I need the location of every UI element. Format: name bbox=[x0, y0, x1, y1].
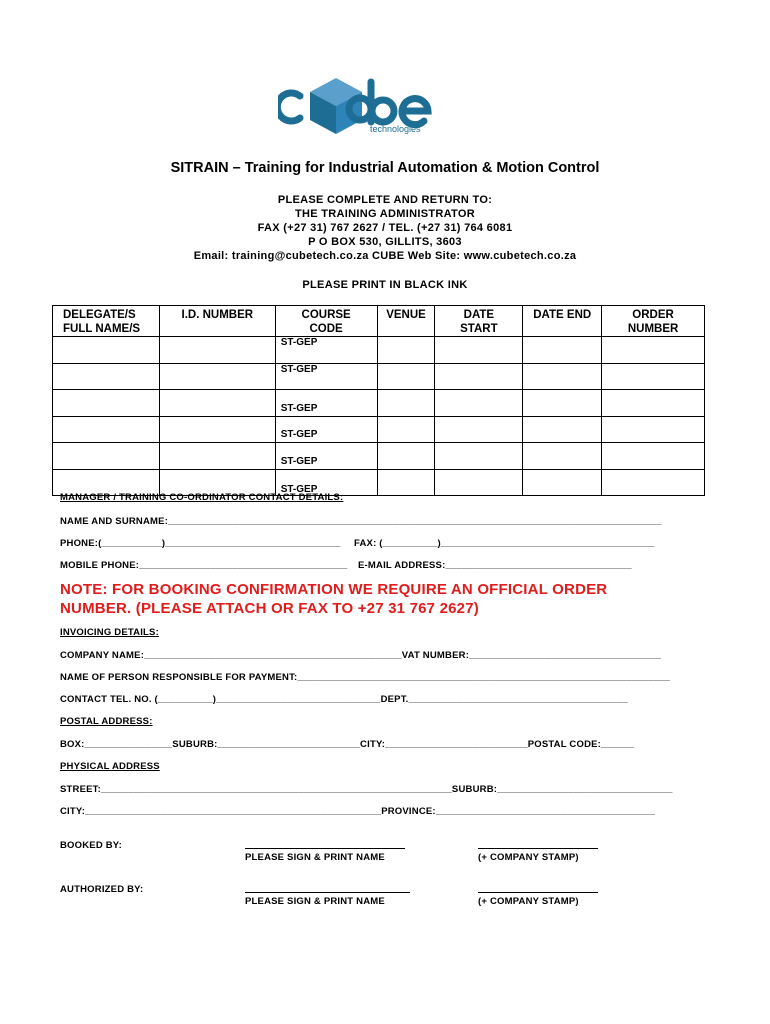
manager-heading: MANAGER / TRAINING CO-ORDINATOR CONTACT DETAILS: bbox=[60, 492, 344, 503]
authorized-by-stamp-line[interactable] bbox=[478, 892, 598, 893]
manager-mobile-field[interactable]: MOBILE PHONE:______________________________________ bbox=[60, 560, 348, 571]
table-row bbox=[53, 416, 705, 443]
booked-by-stamp-caption: (+ COMPANY STAMP) bbox=[478, 852, 579, 863]
col-course-code: COURSE CODE bbox=[275, 306, 377, 337]
booked-by-label: BOOKED BY: bbox=[60, 840, 122, 851]
delegate-table bbox=[52, 305, 705, 496]
return-line-2: THE TRAINING ADMINISTRATOR bbox=[295, 208, 475, 220]
col-id-number: I.D. NUMBER bbox=[159, 306, 275, 337]
postal-address-field[interactable]: BOX:________________SUBURB:__________________________CITY:__________________________POSTAL CODE:______ bbox=[60, 739, 634, 750]
col-order-number: ORDER NUMBER bbox=[602, 306, 705, 337]
order-number-cell[interactable] bbox=[602, 390, 705, 417]
date-start-cell[interactable] bbox=[435, 390, 523, 417]
course-code-cell: ST-GEP bbox=[275, 390, 377, 417]
course-code-cell: ST-GEP bbox=[275, 363, 377, 390]
order-number-cell[interactable] bbox=[602, 469, 705, 496]
return-line-4: P O BOX 530, GILLITS, 3603 bbox=[308, 236, 462, 248]
date-start-cell[interactable] bbox=[435, 443, 523, 470]
authorized-by-sign-line[interactable] bbox=[245, 892, 410, 893]
delegate-name-cell[interactable] bbox=[53, 390, 160, 417]
date-end-cell[interactable] bbox=[523, 416, 602, 443]
date-start-cell[interactable] bbox=[435, 337, 523, 364]
table-row bbox=[53, 363, 705, 390]
course-code-cell: ST-GEP bbox=[275, 337, 377, 364]
date-start-cell[interactable] bbox=[435, 363, 523, 390]
contact-tel-field[interactable]: CONTACT TEL. NO. (__________)______________________________DEPT.________________________________________ bbox=[60, 694, 628, 705]
authorized-by-sign-caption: PLEASE SIGN & PRINT NAME bbox=[245, 896, 385, 907]
logo-subtitle: technologies bbox=[370, 124, 421, 134]
authorized-by-label: AUTHORIZED BY: bbox=[60, 884, 144, 895]
col-date-end: DATE END bbox=[523, 306, 602, 337]
col-venue: VENUE bbox=[377, 306, 435, 337]
manager-name-field[interactable]: NAME AND SURNAME:__________________________________________________________________________________________ bbox=[60, 516, 662, 527]
street-field[interactable]: STREET:________________________________________________________________SUBURB:________________________________ bbox=[60, 784, 673, 795]
order-number-cell[interactable] bbox=[602, 363, 705, 390]
delegate-name-cell[interactable] bbox=[53, 363, 160, 390]
return-line-3: FAX (+27 31) 767 2627 / TEL. (+27 31) 764 6081 bbox=[257, 222, 513, 234]
col-date-start: DATE START bbox=[435, 306, 523, 337]
date-end-cell[interactable] bbox=[523, 443, 602, 470]
delegate-name-cell[interactable] bbox=[53, 337, 160, 364]
cube-technologies-logo bbox=[278, 76, 438, 136]
payment-person-field[interactable]: NAME OF PERSON RESPONSIBLE FOR PAYMENT:____________________________________________________________________ bbox=[60, 672, 671, 683]
id-number-cell[interactable] bbox=[159, 337, 275, 364]
date-end-cell[interactable] bbox=[523, 337, 602, 364]
print-note: PLEASE PRINT IN BLACK INK bbox=[302, 279, 468, 291]
booked-by-stamp-line[interactable] bbox=[478, 848, 598, 849]
date-end-cell[interactable] bbox=[523, 469, 602, 496]
order-number-cell[interactable] bbox=[602, 337, 705, 364]
date-end-cell[interactable] bbox=[523, 363, 602, 390]
course-code-cell: ST-GEP bbox=[275, 469, 377, 496]
date-start-cell[interactable] bbox=[435, 416, 523, 443]
course-code-cell: ST-GEP bbox=[275, 443, 377, 470]
booked-by-sign-caption: PLEASE SIGN & PRINT NAME bbox=[245, 852, 385, 863]
authorized-by-stamp-caption: (+ COMPANY STAMP) bbox=[478, 896, 579, 907]
manager-fax-field[interactable]: FAX: (__________)_______________________________________ bbox=[354, 538, 655, 549]
form-title: SITRAIN – Training for Industrial Automation & Motion Control bbox=[170, 160, 600, 176]
manager-phone-field[interactable]: PHONE:(___________)________________________________ bbox=[60, 538, 341, 549]
id-number-cell[interactable] bbox=[159, 416, 275, 443]
invoicing-heading: INVOICING DETAILS: bbox=[60, 627, 159, 638]
venue-cell[interactable] bbox=[377, 390, 435, 417]
return-line-5: Email: training@cubetech.co.za CUBE Web Site: www.cubetech.co.za bbox=[193, 250, 577, 262]
venue-cell[interactable] bbox=[377, 416, 435, 443]
table-row bbox=[53, 443, 705, 470]
col-delegate-name: DELEGATE/S FULL NAME/S bbox=[53, 306, 160, 337]
table-row bbox=[53, 337, 705, 364]
venue-cell[interactable] bbox=[377, 469, 435, 496]
company-name-field[interactable]: COMPANY NAME:_______________________________________________VAT NUMBER:___________________________________ bbox=[60, 650, 661, 661]
venue-cell[interactable] bbox=[377, 443, 435, 470]
delegate-name-cell[interactable] bbox=[53, 443, 160, 470]
order-number-note bbox=[60, 580, 607, 618]
venue-cell[interactable] bbox=[377, 337, 435, 364]
date-end-cell[interactable] bbox=[523, 390, 602, 417]
venue-cell[interactable] bbox=[377, 363, 435, 390]
id-number-cell[interactable] bbox=[159, 390, 275, 417]
course-code-cell: ST-GEP bbox=[275, 416, 377, 443]
id-number-cell[interactable] bbox=[159, 443, 275, 470]
delegate-name-cell[interactable] bbox=[53, 416, 160, 443]
date-start-cell[interactable] bbox=[435, 469, 523, 496]
note-line-2: NUMBER. (PLEASE ATTACH OR FAX TO +27 31 767 2627) bbox=[60, 600, 479, 617]
order-number-cell[interactable] bbox=[602, 443, 705, 470]
return-line-1: PLEASE COMPLETE AND RETURN TO: bbox=[277, 194, 493, 206]
postal-address-heading: POSTAL ADDRESS: bbox=[60, 716, 153, 727]
table-header-row bbox=[53, 306, 705, 337]
id-number-cell[interactable] bbox=[159, 363, 275, 390]
order-number-cell[interactable] bbox=[602, 416, 705, 443]
booked-by-sign-line[interactable] bbox=[245, 848, 405, 849]
note-line-1: NOTE: FOR BOOKING CONFIRMATION WE REQUIRE AN OFFICIAL ORDER bbox=[60, 581, 608, 598]
manager-email-field[interactable]: E-MAIL ADDRESS:__________________________________ bbox=[358, 560, 632, 571]
city-province-field[interactable]: CITY:______________________________________________________PROVINCE:________________________________________ bbox=[60, 806, 656, 817]
physical-address-heading: PHYSICAL ADDRESS bbox=[60, 761, 160, 772]
table-row bbox=[53, 390, 705, 417]
